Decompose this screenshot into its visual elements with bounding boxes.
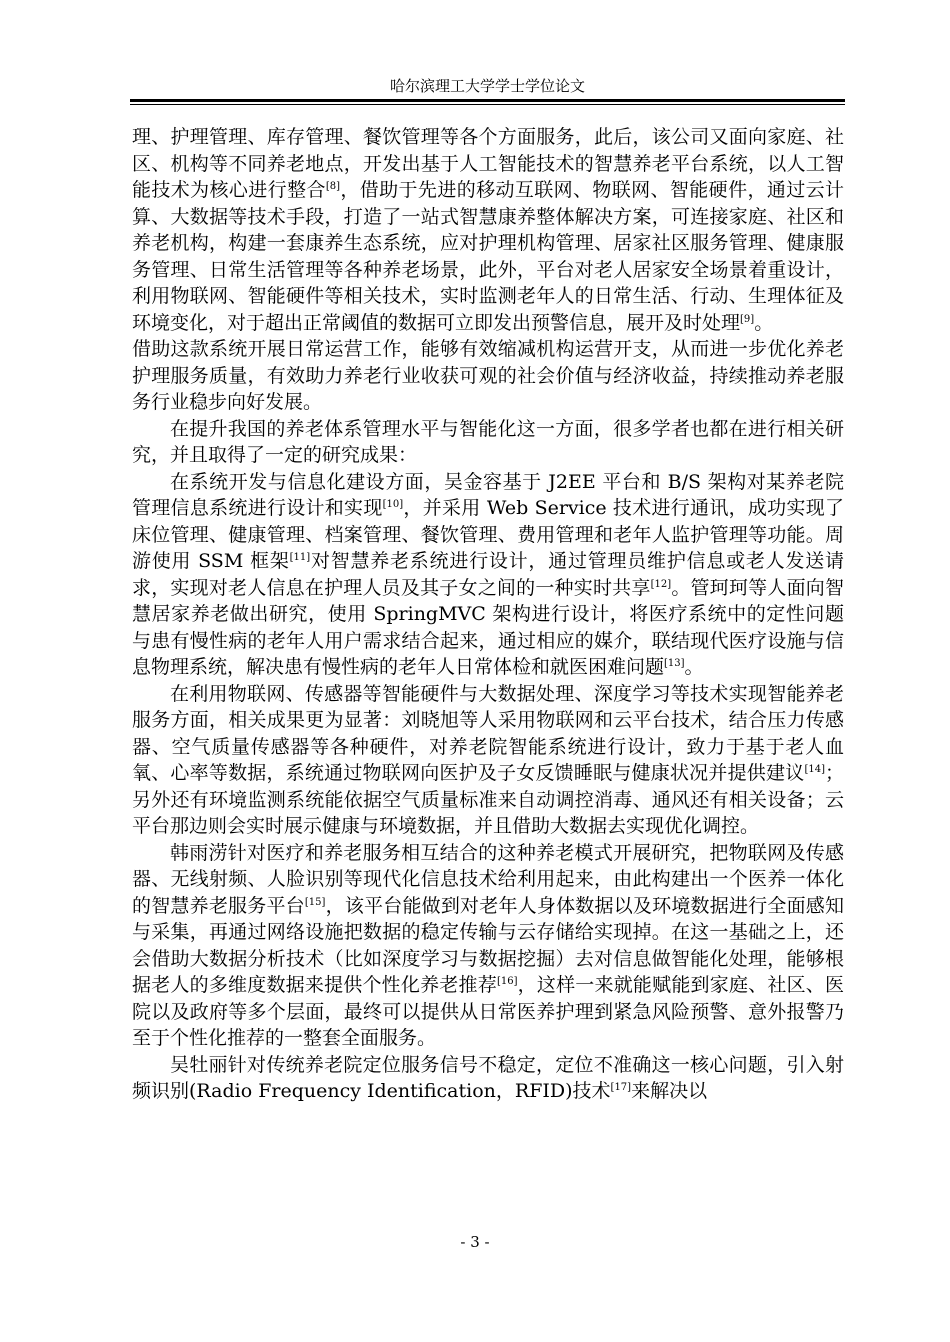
- text-run: ，并采用 Web Service 技术进行通讯，成功实现了床位管理、健康管理、档案管理、餐饮管理、费用管理和老年人监护管理等功能。周游使用 SSM 框架: [132, 497, 844, 572]
- citation-marker: [8]: [325, 181, 341, 192]
- citation-marker: [11]: [289, 552, 311, 563]
- text-run: 。管珂珂等人面向智慧居家养老做出研究，使用 SpringMVC 架构进行设计，将医疗系统中的定性问题与患有慢性病的老年人用户需求结合起来，通过相应的媒介，联结现代医疗设施与信息物理系统，解决患有慢性病的老年人日常体检和就医困难问题: [132, 576, 844, 678]
- running-header: 哈尔滨理工大学学士学位论文: [389, 77, 585, 95]
- text-run: 在系统开发与信息化建设方面，吴金容基于 J2EE 平台和 B/S 架构对某养老院管理信息系统进行设计和实现: [132, 470, 844, 519]
- text-run: 来解决以: [631, 1080, 708, 1102]
- page-number: - 3 -: [460, 1233, 490, 1251]
- paragraph: [132, 336, 844, 416]
- text-run: ；另外还有环境监测系统能依据空气质量标准来自动调控消毒、通风还有相关设备；云平台那边则会实时展示健康与环境数据，并且借助大数据去实现优化调控。: [132, 762, 844, 837]
- text-run: 在提升我国的养老体系管理水平与智能化这一方面，很多学者也都在进行相关研究，并且取得了一定的研究成果：: [132, 417, 844, 466]
- text-run: 韩雨涝针对医疗和养老服务相互结合的这种养老模式开展研究，把物联网及传感器、无线射频、人脸识别等现代化信息技术给利用起来，由此构建出一个医养一体化的智慧养老服务平台: [132, 841, 844, 917]
- citation-marker: [9]: [740, 313, 755, 325]
- header-rule-thin: [130, 104, 845, 105]
- paragraph: [132, 681, 844, 840]
- text-run: ，该平台能做到对老年人身体数据以及环境数据进行全面感知与采集，再通过网络设施把数据的稳定传输与云存储给实现掉。在这一基础之上，还会借助大数据分析技术（比如深度学习与数据挖掘）去对信息做智能化处理，能够根据老人的多维度数据来提供个性化养老推荐: [132, 894, 844, 996]
- text-run: ，借助于先进的移动互联网、物联网、智能硬件，通过云计算、大数据等技术手段，打造了一站式智慧康养整体解决方案，可连接家庭、社区和养老机构，构建一套康养生态系统，应对护理机构管理、居家社区服务管理、健康服务管理、日常生活管理等各种养老场景，此外，平台对老人居家安全场景着重设计，利用物联网、智能硬件等相关技术，实时监测老年人的日常生活、行动、生理体征及环境变化，对于超出正常阈值的数据可立即发出预警信息，展开及时处理: [132, 179, 844, 334]
- text-run: 理、护理管理、库存管理、餐饮管理等各个方面服务，此后，该公司又面向家庭、社区、机构等不同养老地点，开发出基于人工智能技术的智慧养老平台系统，以人工智能技术为核心进行整合: [132, 126, 844, 201]
- citation-marker: [16]: [496, 976, 518, 987]
- text-run: 。: [684, 656, 704, 678]
- citation-marker: [15]: [304, 896, 326, 908]
- citation-marker: [10]: [382, 499, 404, 510]
- citation-marker: [12]: [650, 578, 672, 590]
- paragraph: [132, 416, 844, 469]
- text-run: 在利用物联网、传感器等智能硬件与大数据处理、深度学习等技术实现智能养老服务方面，相关成果更为显著：刘晓旭等人采用物联网和云平台技术，结合压力传感器、空气质量传感器等各种硬件，对养老院智能系统进行设计，致力于基于老人血氧、心率等数据，系统通过物联网向医护及子女反馈睡眠与健康状况并提供建议: [132, 682, 844, 784]
- citation-marker: [17]: [610, 1082, 632, 1093]
- text-run: 对智慧养老系统进行设计，通过管理员维护信息或老人发送请求，实现对老人信息在护理人员及其子女之间的一种实时共享: [132, 550, 844, 599]
- citation-marker: [14]: [804, 764, 825, 775]
- paragraph: [132, 840, 844, 1052]
- citation-marker: [13]: [664, 658, 685, 669]
- text-run: 借助这款系统开展日常运营工作，能够有效缩减机构运营开支，从而进一步优化养老护理服务质量，有效助力养老行业收获可观的社会价值与经济收益，持续推动养老服务行业稳步向好发展。: [132, 338, 844, 413]
- text-run: 吴牡丽针对传统养老院定位服务信号不稳定，定位不准确这一核心问题，引入射频识别(Radio Frequency Identification，RFID)技术: [132, 1053, 844, 1102]
- header-rule-thick: [130, 99, 845, 102]
- body-text: [132, 124, 844, 1105]
- paragraph: [132, 469, 844, 681]
- text-run: ，这样一来就能赋能到家庭、社区、医院以及政府等多个层面，最终可以提供从日常医养护理到紧急风险预警、意外报警乃至于个性化推荐的一整套全面服务。: [132, 974, 844, 1049]
- text-run: 。: [754, 311, 774, 334]
- paragraph: [132, 1052, 844, 1105]
- paragraph: [132, 124, 844, 336]
